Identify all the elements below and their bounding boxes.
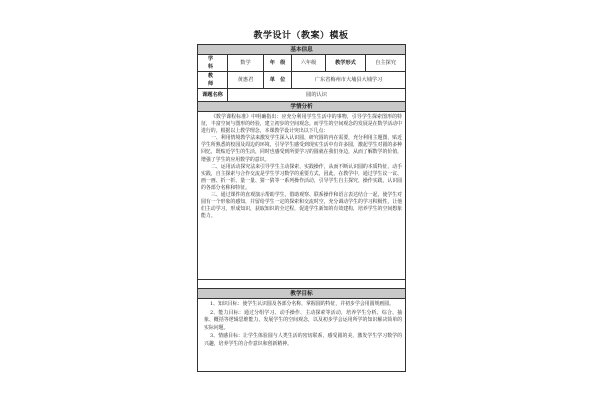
spacer-row	[198, 280, 406, 289]
analysis-paragraph: 三、通过课件的直观演示帮助学生，借助观察、联系操作和语言表达结合一起，使学生对圆有一个形象的感知，并留给学生一定的探索和交流时空，充分调动学生的学习积极性，让他们主动学习，形成知识，获取知识的全过程，促进学生新知的有效建构，培养学生的空间想象能力。	[201, 192, 403, 220]
objectives-body-row	[198, 299, 406, 372]
document-title: 教学设计（教案）模板	[253, 31, 349, 41]
document-page	[197, 30, 405, 400]
analysis-paragraph: 二、运用活动探究法来引导学生主动探索，实践操作，从而不断认识圆的本质特征，动手实践，自主探索与合作交流是学生学习数学的重要方式，因此，在教学中，通过学生议一议、画一画、折一折、量一量、猜一猜等一系列操作活动，引导学生自主探究，操作实践，认识圆的各部分名称和特征。	[201, 163, 403, 191]
objectives-body	[198, 299, 406, 372]
objective-item: 2、能力目标：通过分组学习、动手操作、主动探索等活动，培养学生分析、综合、抽象、概括等逻辑思维能力，发展学生的空间观念，以及初步学会运用所学的知识解决简单的实际问题。	[204, 309, 403, 331]
analysis-header: 学情分析	[198, 102, 406, 112]
objective-item: 3、情感目标：让学生体验圆与人类生活的密切联系，感受圆的美，激发学生学习数学的兴趣，培养学生的合作意识和创新精神。	[204, 333, 403, 347]
grade-value: 六年级	[292, 55, 326, 72]
teacher-row	[198, 72, 406, 89]
basic-info-header: 基本信息	[198, 45, 406, 55]
form-label: 教学形式	[326, 55, 366, 72]
subject-label: 学 科	[198, 55, 228, 72]
lesson-plan-table	[197, 44, 406, 372]
analysis-header-row	[198, 102, 406, 112]
topic-row	[198, 89, 406, 102]
analysis-paragraph: 一、利用情境教学法来激发学生深入认识圆，研究圆的内在需要，充分利用主题图，贴近学生所熟悉的校园及周边的环境，引导学生感受到现实生活中有许多圆，激起学生对圆的多种回忆，既贴近学生的生活，同时也感受到所要学习的圆就在我们身边，从而了解数学的价值，增强了学生的应用数学的意识。	[201, 135, 403, 163]
form-value: 自主探究	[366, 55, 406, 72]
objectives-header: 教学目标	[198, 289, 406, 299]
subject-row	[198, 55, 406, 72]
unit-label: 单 位	[264, 72, 292, 89]
spacer-cell	[198, 280, 406, 289]
analysis-paragraph: 《数学课程标准》中明确指出：应充分利用学生生活中的事物，引导学生探索图形的特征，丰富空间与图形的经验，建立初步的空间观念。而学生的空间观念的发展是在数学活动中进行的，根据以上教学理念，本课教学设计突出以下几点：	[201, 114, 403, 135]
topic-label: 课题名称	[198, 89, 228, 102]
grade-label: 年 级	[264, 55, 292, 72]
teacher-value: 黄惠君	[228, 72, 264, 89]
basic-info-header-row	[198, 45, 406, 55]
analysis-body	[198, 112, 406, 280]
objective-item: 1、知识目标：使学生认识圆及各部分名称，掌握圆的特征，并初步学会用圆规画圆。	[210, 301, 395, 307]
unit-value: 广东省梅州市大埔县大埔学习	[292, 72, 406, 89]
teacher-label: 教 师	[198, 72, 228, 89]
objectives-header-row	[198, 289, 406, 299]
subject-value: 数学	[228, 55, 264, 72]
analysis-body-row	[198, 112, 406, 280]
topic-value: 圆的认识	[228, 89, 406, 102]
